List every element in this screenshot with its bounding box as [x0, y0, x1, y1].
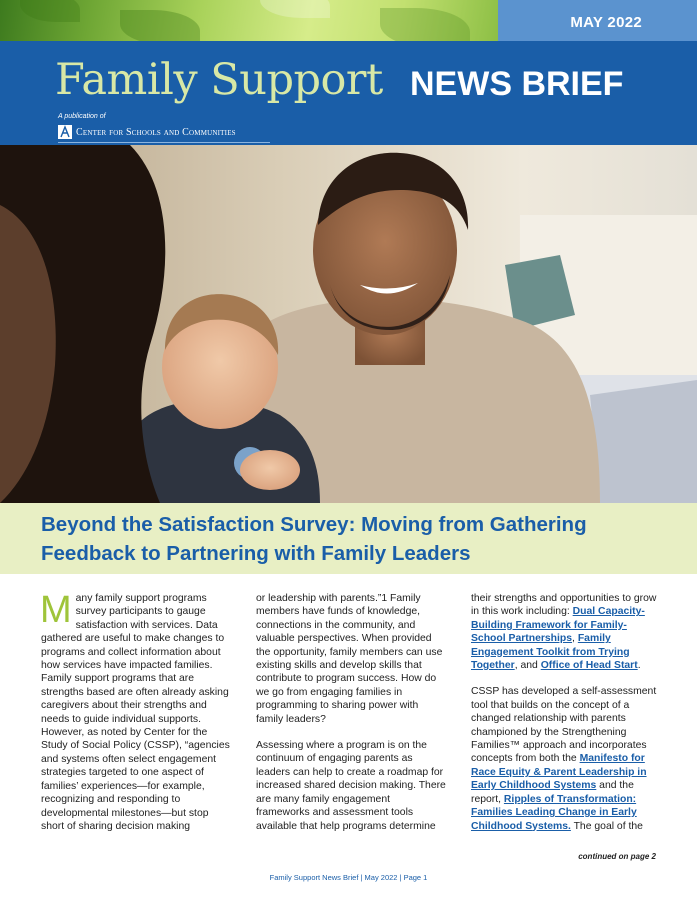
- masthead-subtitle: NEWS BRIEF: [410, 65, 624, 103]
- publisher-name: Center for Schools and Communities: [76, 126, 236, 138]
- article-column-3: [471, 592, 661, 846]
- continued-note: continued on page 2: [578, 852, 656, 861]
- family-photo-image: [0, 145, 697, 503]
- article-headline: Beyond the Satisfaction Survey: Moving from Gathering Feedback to Partnering with Family Leaders: [41, 513, 587, 565]
- hero-photo: [0, 145, 697, 503]
- link-family-engagement-toolkit[interactable]: Family Engagement Toolkit from Trying Together: [471, 633, 630, 672]
- paragraph-5-text: CSSP has developed a self-assessment tool that builds on the concept of a changed relationship with parents championed by the Strengthening Families™ approach and incorporates concepts from both the: [471, 686, 657, 765]
- article-column-2: [256, 592, 446, 846]
- paragraph-5: [471, 685, 661, 832]
- masthead: [0, 41, 697, 145]
- separator-1: ,: [572, 633, 578, 645]
- paragraph-2: or leadership with parents.”1 Family members have funds of knowledge, connections in the community, and valuable perspectives. When provided the opportunity, family members can use existing skills and develop skills that contribute to program success. How do we go from engaging families in programming to sharing power with family leaders?: [256, 593, 443, 725]
- publisher-logo: [58, 124, 236, 140]
- link-ripples-of-transformation[interactable]: Ripples of Transformation: Families Leading Change in Early Childhood Systems.: [471, 793, 637, 832]
- publisher-divider: [58, 142, 270, 143]
- separator-2: , and: [514, 660, 541, 672]
- page-footer: Family Support News Brief | May 2022 | Page 1: [269, 873, 428, 882]
- top-band: [0, 0, 697, 41]
- paragraph-4-text: their strengths and opportunities to grow in this work including:: [471, 593, 657, 618]
- link-office-of-head-start[interactable]: Office of Head Start: [540, 660, 638, 672]
- paragraph-4-end: .: [637, 660, 641, 672]
- link-race-equity-manifesto[interactable]: Manifesto for Race Equity & Parent Leadership in Early Childhood Systems: [471, 753, 647, 792]
- publisher-mark-icon: [58, 125, 72, 139]
- paragraph-5-mid: and the report,: [471, 780, 634, 805]
- publication-label: A publication of: [58, 113, 106, 120]
- paragraph-4: [471, 592, 661, 672]
- paragraph-1: any family support programs survey participants to gauge satisfaction with services. Data gathered are useful to make changes to programs and collect information about how services have impacted families. Family support programs that are strengths based are often already asking caregivers about their strengths and needs to guide individual supports. However, as noted by Center for the Study of Social Policy (CSSP), “agencies and systems often select engagement strategies targeted to one aspect of families’ experiences—for example, recognizing and responding to developmental milestones—but stop short of sharing decision making: [41, 593, 230, 832]
- article-column-1: [40, 589, 231, 846]
- paragraph-3: Assessing where a program is on the continuum of engaging parents as leaders can help to create a roadmap for increased shared decision making. There are many family engagement frameworks and assessment tools available that help programs determine: [256, 740, 446, 832]
- leaves-banner-image: [0, 0, 498, 41]
- issue-date: MAY 2022: [570, 14, 642, 31]
- link-dual-capacity-framework[interactable]: Dual Capacity-Building Framework for Family-School Partnerships: [471, 606, 645, 645]
- drop-cap: M: [40, 589, 72, 631]
- paragraph-5-end: The goal of the: [570, 820, 643, 832]
- date-block: [498, 0, 697, 41]
- masthead-title: Family Support: [55, 55, 383, 105]
